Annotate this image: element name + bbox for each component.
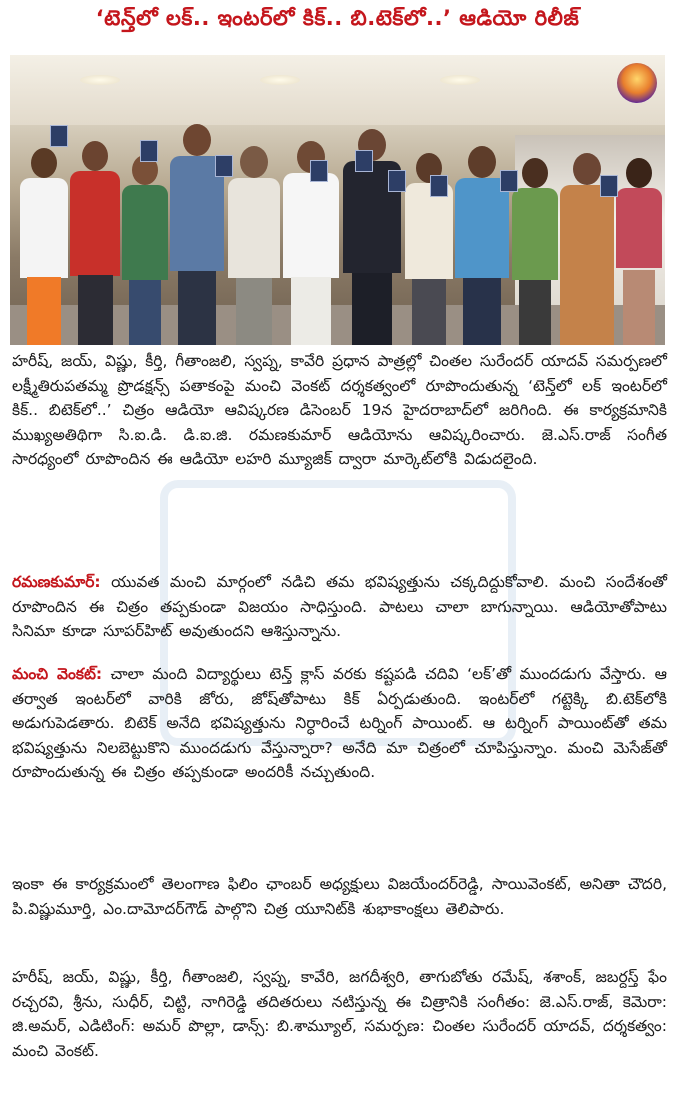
guest-figure <box>228 140 280 345</box>
audio-cd <box>140 140 158 162</box>
ceiling <box>10 55 665 125</box>
audio-cd <box>430 175 448 197</box>
audio-cd <box>388 170 406 192</box>
audio-cd <box>50 125 68 147</box>
ceiling-light <box>80 75 120 85</box>
speaker-quote: యువత మంచి మార్గంలో నడిచి తమ భవిష్యత్తును చక్కదిద్దుకోవాలి. మంచి సందేశంతో రూపొందిన ఈ చిత్రం తప్పకుండా విజయం సాధిస్తుంది. పాటలు చాలా బాగున్నాయి. ఆడియోతోపాటు సినిమా కూడా సూపర్‌హిట్ అవుతుందని ఆశిస్తున్నాను. <box>12 573 667 640</box>
audio-launch-photo <box>10 55 665 345</box>
ceiling-light <box>440 75 480 85</box>
audio-cd <box>310 160 328 182</box>
audio-cd <box>500 170 518 192</box>
guest-figure <box>512 150 558 345</box>
article-paragraph-manchi-venkat <box>12 662 667 785</box>
audio-cd <box>355 150 373 172</box>
speaker-name: మంచి వెంకట్: <box>12 665 103 683</box>
guest-figure <box>122 145 168 345</box>
guest-figure <box>616 150 662 345</box>
audio-cd <box>215 155 233 177</box>
guest-figure <box>170 120 224 345</box>
ceiling-light <box>260 75 300 85</box>
site-logo-icon <box>617 63 657 103</box>
audio-cd <box>600 175 618 197</box>
guest-figure <box>70 135 120 345</box>
guest-figure <box>20 140 68 345</box>
article-paragraph-credits: హరీష్, జయ్, విష్ణు, కీర్తి, గీతాంజలి, స్వప్న, కావేరి, జగదీశ్వరి, తాగుబోతు రమేష్, శశాంక్, జబర్దస్త్ ఫేం రచ్చరవి, శ్రీను, సుధీర్, చిట్టి, నాగిరెడ్డి తదితరులు నటిస్తున్న ఈ చిత్రానికి సంగీతం: జె.ఎస్.రాజ్, కెమెరా: జి.అమర్, ఎడిటింగ్: అమర్ పొల్లా, డాన్స్: బి.శామ్యూల్, సమర్పణ: చింతల సురేందర్ యాదవ్, దర్శకత్వం: మంచి వెంకట్. <box>12 968 667 1060</box>
speaker-name: రమణకుమార్: <box>12 573 101 591</box>
article-paragraph-guests: ఇంకా ఈ కార్యక్రమంలో తెలంగాణ ఫిలిం ఛాంబర్ అధ్యక్షులు విజయేందర్‌రెడ్డి, సాయివెంకట్, అనితా చౌదరి, పి.విష్ణుమూర్తి, ఎం.దామోదర్‌గౌడ్ పాల్గొని చిత్ర యూనిట్‌కి శుభాకాంక్షలు తెలిపారు. <box>12 875 667 918</box>
article-paragraph-intro: హరీష్, జయ్, విష్ణు, కీర్తి, గీతాంజలి, స్వప్న, కావేరి ప్రధాన పాత్రల్లో చింతల సురేందర్ యాదవ్ సమర్పణలో లక్ష్మీతిరుపతమ్మ ప్రొడక్షన్స్ పతాకంపై మంచి వెంకట్ దర్శకత్వంలో రూపొందుతున్న ‘టెన్త్‌లో లక్ ఇంటర్‌లో కిక్.. బిటెక్‌లో..’ చిత్రం ఆడియో ఆవిష్కరణ డిసెంబర్ 19న హైదరాబాద్‌లో జరిగింది. ఈ కార్యక్రమానికి ముఖ్యఅతిథిగా సి.ఐ.డి. డి.ఐ.జి. రమణకుమార్ ఆడియోను ఆవిష్కరించారు. జె.ఎస్.రాజ్ సంగీత సారధ్యంలో రూపొందిన ఈ ఆడియో లహరి మ్యూజిక్ ద్వారా మార్కెట్‌లోకి విడుదలైంది. <box>12 352 667 468</box>
speaker-quote: చాలా మంది విద్యార్థులు టెన్త్ క్లాస్ వరకు కష్టపడి చదివి ‘లక్’తో ముందడుగు వేస్తారు. ఆ తర్వాత ఇంటర్‌లో వారికి జోరు, జోష్‌తోపాటు కిక్ ఏర్పడుతుంది. ఇంటర్‌లో గట్టెక్కి బి.టెక్‌లోకి అడుగుపెడతారు. బిటెక్ అనేది భవిష్యత్తును నిర్ధారించే టర్నింగ్ పాయింట్. ఆ టర్నింగ్ పాయింట్‌తో తమ భవిష్యత్తును నిలబెట్టుకొని ముందడుగు వేస్తున్నారా? అనేది మా చిత్రంలో చూపిస్తున్నాం. మంచి మెసేజ్‌తో రూపొందుతున్న ఈ చిత్రం తప్పకుండా అందరికీ నచ్చుతుంది. <box>12 665 667 781</box>
article-headline: ‘టెన్త్‌లో లక్.. ఇంటర్‌లో కిక్.. బి.టెక్‌లో..’ ఆడియో రిలీజ్ <box>95 6 580 30</box>
article-paragraph-ramanakumar <box>12 570 667 644</box>
